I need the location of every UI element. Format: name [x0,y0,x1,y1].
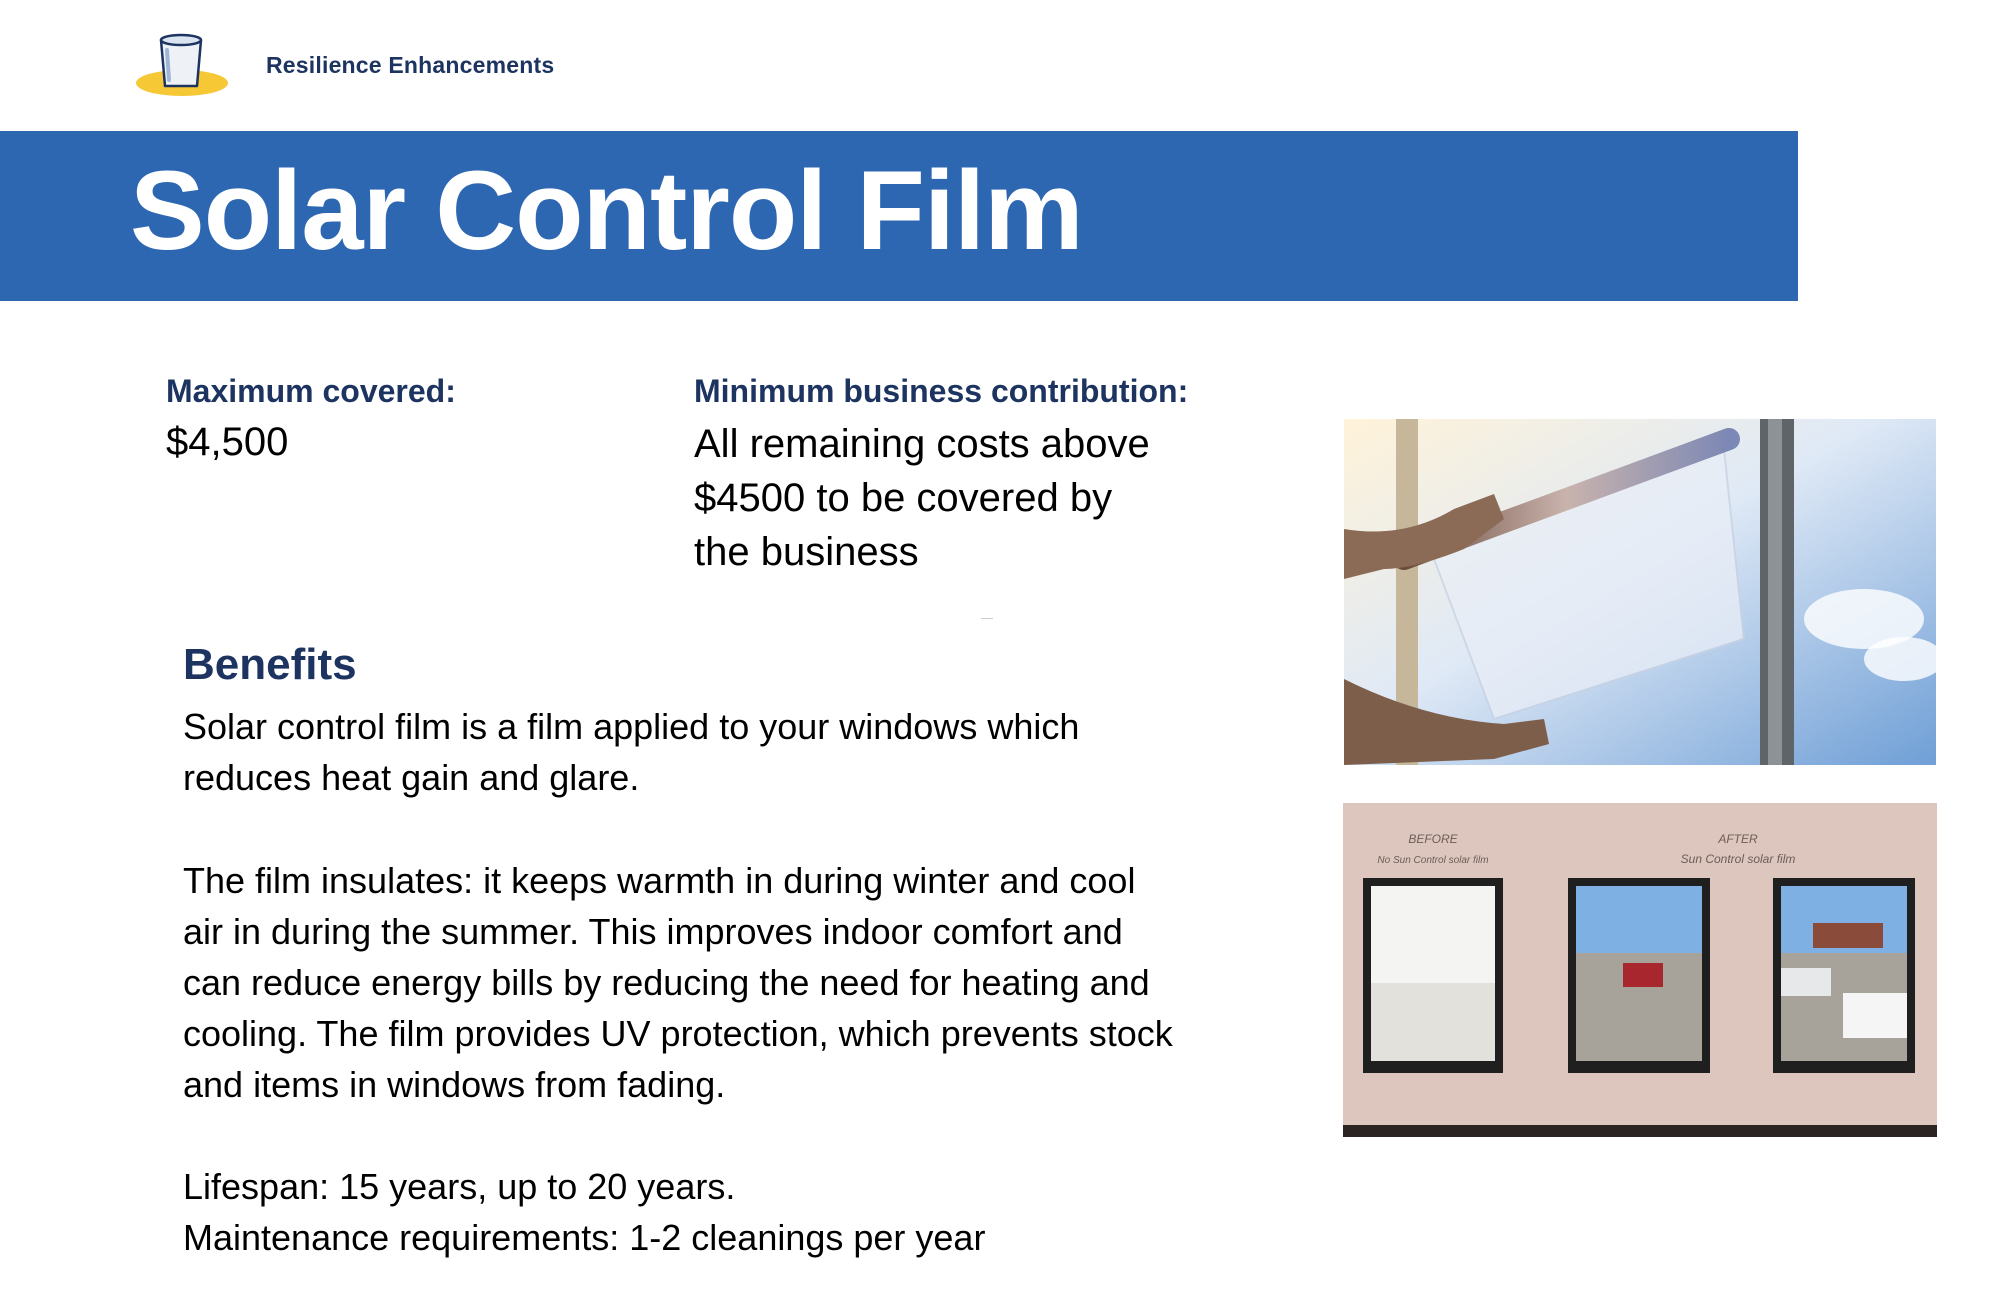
benefits-heading: Benefits [183,640,357,689]
page-title: Solar Control Film [130,148,1083,273]
after-subtitle: Sun Control solar film [1680,852,1796,866]
cup-logo-icon [134,30,234,100]
min-contribution-line: $4500 to be covered by [694,476,1113,520]
brand-name: Resilience Enhancements [266,52,555,78]
benefits-details-line: air in during the summer. This improves indoor comfort and [183,911,1123,952]
max-covered-label: Maximum covered: [166,373,456,409]
benefits-details-line: cooling. The film provides UV protection, which prevents stock [183,1013,1173,1054]
max-covered-value: $4,500 [166,420,289,464]
min-contribution-label: Minimum business contribution: [694,373,1189,409]
after-label: AFTER [1718,832,1758,846]
benefits-details-line: The film insulates: it keeps warmth in during winter and cool [183,860,1136,901]
benefits-intro-line: Solar control film is a film applied to your windows which [183,706,1080,747]
divider-mark [981,618,993,619]
min-contribution-line: the business [694,530,919,574]
benefits-details-line: can reduce energy bills by reducing the need for heating and [183,962,1150,1003]
benefits-intro [183,701,1323,803]
benefits-intro-line: reduces heat gain and glare. [183,757,640,798]
before-subtitle: No Sun Control solar film [1377,855,1489,866]
min-contribution-value [694,417,1150,579]
min-contribution-line: All remaining costs above [694,422,1150,466]
benefits-details [183,855,1323,1110]
benefits-details-line: and items in windows from fading. [183,1064,726,1105]
before-after-comparison-photo [1343,803,1937,1137]
film-application-photo [1344,419,1936,765]
lifespan-text: Lifespan: 15 years, up to 20 years. [183,1166,736,1207]
before-label: BEFORE [1408,832,1458,846]
maintenance-text: Maintenance requirements: 1-2 cleanings per year [183,1217,986,1258]
